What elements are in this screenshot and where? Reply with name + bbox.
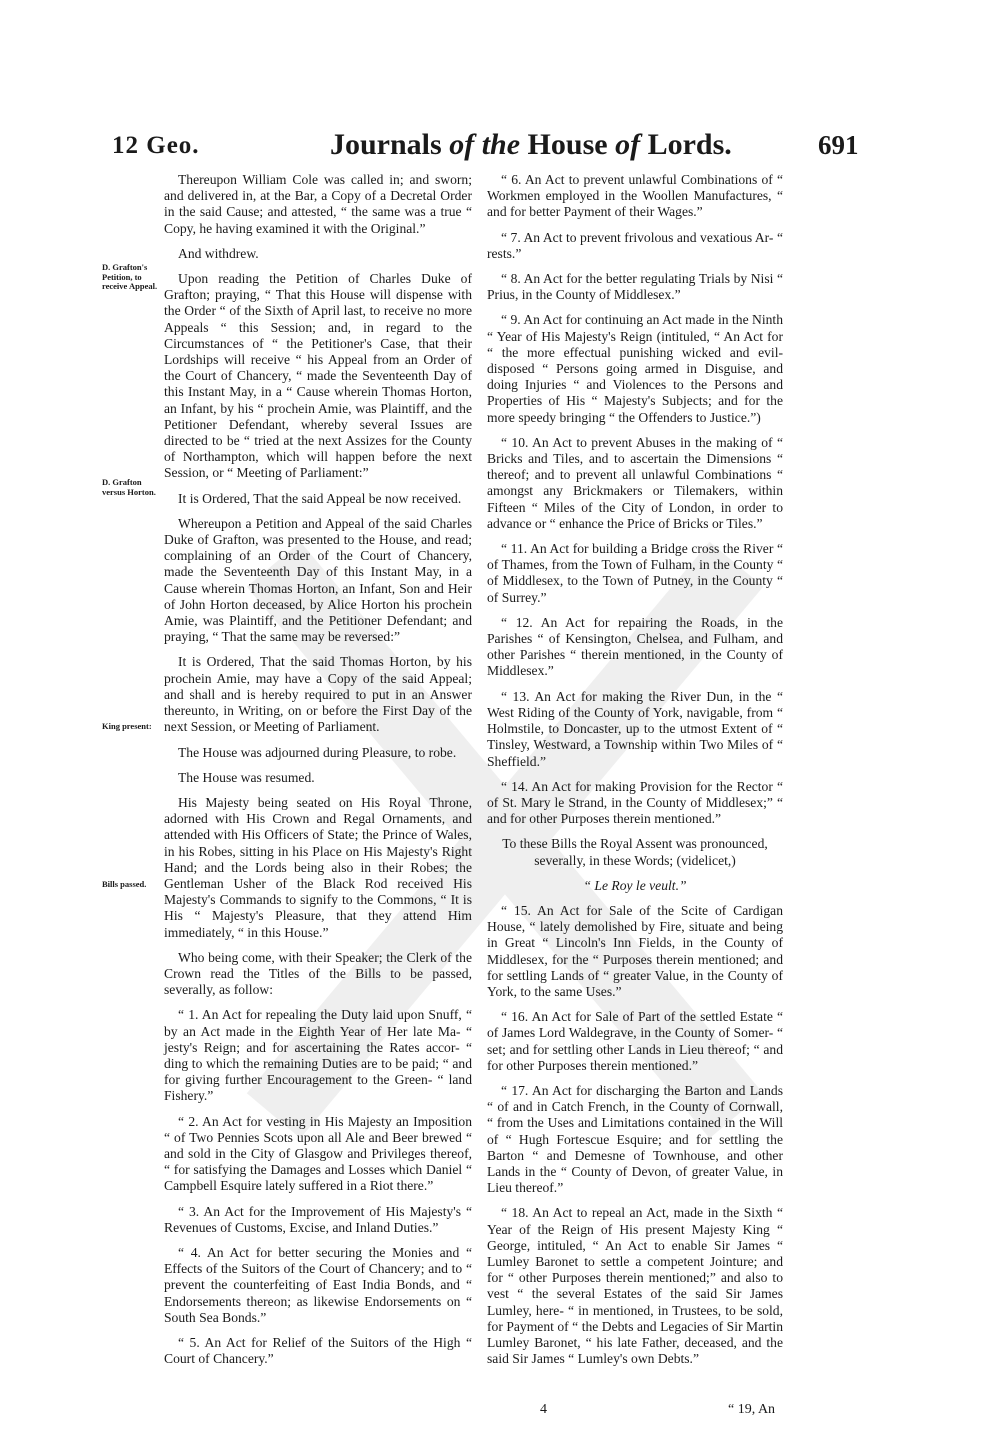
bill-entry: “ 10. An Act to prevent Abuses in the making of “ Bricks and Tiles, and to ascertain the Dimensions “ thereof; and to prevent all unlawful Combinations “ amongst any Brickmakers or Tilemakers, within Fifteen “ Miles of the City of London, in order to advance or “ enhance the Price of Bricks or Tiles.” xyxy=(487,434,783,531)
bill-entry: “ 7. An Act to prevent frivolous and vexatious Ar- “ rests.” xyxy=(487,229,783,261)
bill-entry: “ 9. An Act for continuing an Act made in the Ninth “ Year of His Majesty's Reign (intituled, “ An Act for “ the more effectual punishing wicked and evil-disposed “ Persons going armed in Disguise, and doing Injuries “ and Violences to the Persons and Properties of His “ Majesty's Subjects; and for the more speedy bringing “ the Offenders to Justice.”) xyxy=(487,312,783,425)
title-word-journals: Journals xyxy=(330,128,442,161)
title-word-lords: Lords. xyxy=(647,128,732,161)
paragraph: His Majesty being seated on His Royal Throne, adorned with His Crown and Regal Ornaments, and attended with His Officers of State; the Prince of Wales, in his Robes, sitting in his Place on His Majesty's Right Hand; and the Lords being also in their Robes; the Gentleman Usher of the Black Rod received His Majesty's Commands to signify to the Commons, “ It is His “ Majesty's Pleasure, that they attend Him immediately, “ in this House.” xyxy=(164,794,472,940)
bill-entry: “ 13. An Act for making the River Dun, in the “ West Riding of the County of York, navigable, from “ Holmstile, to Doncaster, up to the utmost Extent of “ Tinsley, Westward, a Township within Two Miles of “ Sheffield.” xyxy=(487,688,783,769)
title-word-of-2: of xyxy=(615,128,641,161)
margin-note-king-present: King present: xyxy=(102,721,152,731)
bill-entry: “ 5. An Act for Relief of the Suitors of the High “ Court of Chancery.” xyxy=(164,1335,472,1367)
page-number: 691 xyxy=(818,130,859,160)
title-word-house: House xyxy=(527,128,608,161)
margin-note-grafton-horton: D. Grafton versus Horton. xyxy=(102,477,156,497)
bill-entry: “ 8. An Act for the better regulating Trials by Nisi “ Prius, in the County of Middlesex.” xyxy=(487,271,783,303)
paragraph: It is Ordered, That the said Thomas Horton, by his prochein Amie, may have a Copy of the said Appeal; and shall and is hereby required to put in an Answer thereunto, in Writing, on or before the First Day of the next Session, or Meeting of Parliament. xyxy=(164,654,472,735)
bill-entry: “ 15. An Act for Sale of the Scite of Cardigan House, “ lately demolished by Fire, situate and being in Great “ Lincoln's Inn Fields, in the County of Middlesex, for the “ Purposes therein mentioned; and for settling Lands of “ greater Value, in the County of York, to the same Uses.” xyxy=(487,902,783,999)
bill-entry: “ 3. An Act for the Improvement of His Majesty's “ Revenues of Customs, Excise, and Inland Duties.” xyxy=(164,1203,472,1235)
title-word-of: of xyxy=(449,128,475,161)
bill-entry: “ 1. An Act for repealing the Duty laid upon Snuff, “ by an Act made in the Eighth Year of Her late Ma- “ jesty's Reign; and for ascertaining the Rates accor- “ ding to which the remaining Duties are to be paid; “ and for giving further Encouragement to the Green- “ land Fishery.” xyxy=(164,1007,472,1104)
title-word-the: the xyxy=(481,128,521,161)
bill-entry: “ 4. An Act for better securing the Monies and “ Effects of the Suitors of the Court of Chancery; and to “ prevent the counterfeiting of East India Bonds, and “ Endorsements thereon; as likewise Endorsements on “ South Sea Bonds.” xyxy=(164,1244,472,1325)
royal-assent-formula: “ Le Roy le veult.” xyxy=(583,877,687,893)
bill-entry: “ 11. An Act for building a Bridge cross the River “ of Thames, from the Town of Fulham, in the County “ of Middlesex, to the Town of Putney, in the County “ of Surrey.” xyxy=(487,541,783,605)
margin-note-bills-passed: Bills passed. xyxy=(102,879,147,889)
paragraph: And withdrew. xyxy=(178,245,259,261)
bill-entry: “ 2. An Act for vesting in His Majesty an Imposition “ of Two Pennies Scots upon all Ale and Beer brewed “ and sold in the City of Glasgow and Privileges thereof, “ for satisfying the Damages and Losses which Daniel “ Campbell Esquire lately suffered in a Riot there.” xyxy=(164,1113,472,1194)
right-column xyxy=(487,172,783,1376)
page-header xyxy=(0,128,992,168)
bill-entry: “ 16. An Act for Sale of Part of the settled Estate “ of James Lord Waldegrave, in the County of Somer- “ set; and for settling other Lands in Lieu thereof; “ and for other Purposes therein mentioned.” xyxy=(487,1009,783,1073)
bill-entry: “ 17. An Act for discharging the Barton and Lands “ of and in Catch French, in the County of Cornwall, “ from the Uses and Limitations contained in the Will of “ Hugh Fortescue Esquire; and for settling the Barton “ and Demesne of Townhouse, and other Lands in the “ County of Devon, of greater Value, in Lieu thereof.” xyxy=(487,1082,783,1196)
paragraph: Upon reading the Petition of Charles Duke of Grafton; praying, “ That this House will dispense with the Order “ of the Sixth of April last, to receive no more Appeals “ this Session; and, in regard to the Circumstances of “ the Petitioner's Case, that their Lordships will receive “ his Appeal from an Order of the Court of Chancery, “ made the Seventeenth Day of this Instant May, in a “ Cause wherein Thomas Horton, an Infant, by his “ prochein Amie, was Plaintiff, and the Petitioner Defendant, whereby several Issues are directed to be “ tried at the next Assizes for the County of Northampton, which will happen before the next Session, or “ Meeting of Parliament:” xyxy=(164,271,472,481)
bill-entry: “ 6. An Act to prevent unlawful Combinations of “ Workmen employed in the Woollen Manufactures, “ and for better Payment of their Wages.” xyxy=(487,172,783,220)
paragraph: Who being come, with their Speaker; the Clerk of the Crown read the Titles of the Bills to be passed, severally, as follow: xyxy=(164,949,472,998)
bill-entry: “ 12. An Act for repairing the Roads, in the Parishes “ of Kensington, Chelsea, and Fulham, and other Parishes “ therein mentioned, in the County of Middlesex.” xyxy=(487,614,783,679)
margin-note-grafton-petition: D. Grafton's Petition, to receive Appeal. xyxy=(102,262,158,291)
paragraph: Thereupon William Cole was called in; and sworn; and delivered in, at the Bar, a Copy of a Decretal Order in the said Cause; and attested, “ the same was a true “ Copy, he having examined it with the Original.” xyxy=(164,172,472,236)
bill-entry: “ 14. An Act for making Provision for the Rector “ of St. Mary le Strand, in the County of Middlesex;” “ and for other Purposes therein mentioned.” xyxy=(487,778,783,827)
left-column xyxy=(164,172,472,1376)
paragraph: Whereupon a Petition and Appeal of the said Charles Duke of Grafton, was presented to the House, and read; complaining of an Order of the Court of Chancery, made the Seventeenth Day of this Instant May, in a Cause wherein Thomas Horton, an Infant, Son and Heir of John Horton deceased, by Alice Horton his prochein Amie, was Plaintiff, and the Petitioner Defendant; and praying, “ That the same may be reversed:” xyxy=(164,515,472,645)
royal-assent-statement: To these Bills the Royal Assent was pronounced, severally, in these Words; (videlicet,) xyxy=(502,836,768,868)
bill-entry: “ 18. An Act to repeal an Act, made in the Sixth “ Year of the Reign of His present Majesty King “ George, intituled, “ An Act to enable Sir James “ Lumley Baronet to settle a competent Jointure; and for “ other Purposes therein mentioned;” and also to vest “ the several Estates of the said Sir James Lumley, here- “ in mentioned, in Trustees, to be sold, for Payment of “ the Debts and Legacies of Sir Martin Lumley Baronet, “ his late Father, deceased, and the said Sir James “ Lumley's own Debts.” xyxy=(487,1205,783,1367)
running-head-left: 12 Geo. xyxy=(112,132,200,159)
paragraph: The House was resumed. xyxy=(178,769,315,785)
signature-mark: 4 xyxy=(540,1402,547,1417)
paragraph: It is Ordered, That the said Appeal be now received. xyxy=(178,490,462,506)
catchword: “ 19, An xyxy=(728,1402,776,1417)
running-head-title xyxy=(330,128,732,162)
paragraph: The House was adjourned during Pleasure, to robe. xyxy=(178,744,457,760)
